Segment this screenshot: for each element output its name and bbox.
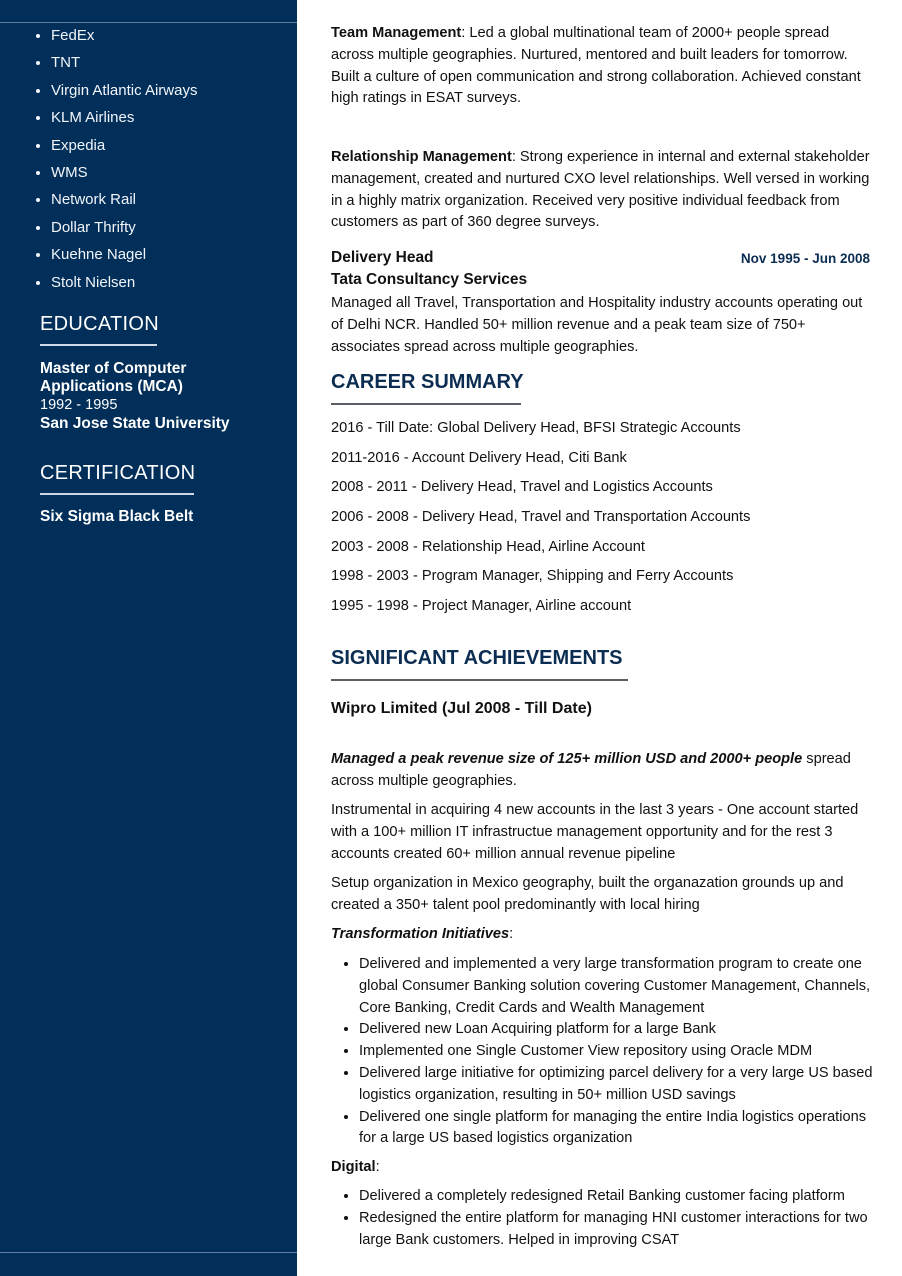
label: Digital xyxy=(331,1159,376,1175)
relationship-management-paragraph xyxy=(331,147,876,234)
list-item: • Delivered new Loan Acquiring platform for a large Bank xyxy=(359,1019,884,1041)
career-item: 2006 - 2008 - Delivery Head, Travel and Transportation Accounts xyxy=(331,509,751,526)
years: 1992 - 1995 xyxy=(40,397,118,413)
client-item: • Network Rail xyxy=(51,186,197,213)
client-item: • Kuehne Nagel xyxy=(51,241,197,268)
career-item: 2003 - 2008 - Relationship Head, Airline Account xyxy=(331,538,645,555)
career-item: 2008 - 2011 - Delivery Head, Travel and Logistics Accounts xyxy=(331,479,713,496)
job-dates: Nov 1995 - Jun 2008 xyxy=(740,251,870,266)
achievement-paragraph: Setup organization in Mexico geography, built the organazation grounds up and created a 350+ talent pool predominantly with local hiring xyxy=(331,875,844,913)
transformation-list xyxy=(341,954,884,1150)
education-entry xyxy=(40,360,280,433)
degree: Master of Computer Applications (MCA) xyxy=(40,360,187,395)
career-item: 2016 - Till Date: Global Delivery Head, BFSI Strategic Accounts xyxy=(331,420,741,436)
achievement-company: Wipro Limited (Jul 2008 - Till Date) xyxy=(331,700,592,717)
certification-heading: CERTIFICATION xyxy=(40,462,196,484)
divider xyxy=(331,403,521,405)
education-heading: EDUCATION xyxy=(40,313,159,335)
career-item: 2011-2016 - Account Delivery Head, Citi Bank xyxy=(331,449,627,466)
text: : Strong experience in internal and external stakeholder management, created and nurtured CXO level relationships. Well versed in working in a highly matrix organization. Received very positive individual feedback from customers as part of 360 degree surveys. xyxy=(331,149,870,231)
label: Relationship Management xyxy=(331,149,512,165)
colon: : xyxy=(375,1159,380,1175)
client-item: • WMS xyxy=(51,159,197,186)
divider xyxy=(331,679,628,681)
emphasis: Managed a peak revenue size of 125+ million USD and 2000+ people xyxy=(331,751,803,767)
client-item: • Dollar Thrifty xyxy=(51,214,197,241)
list-item: • Delivered a completely redesigned Retail Banking customer facing platform xyxy=(359,1186,884,1208)
career-item: 1995 - 1998 - Project Manager, Airline account xyxy=(331,598,632,615)
sidebar xyxy=(0,0,297,1276)
school: San Jose State University xyxy=(40,415,230,432)
client-list xyxy=(33,22,197,296)
client-item: • FedEx xyxy=(51,22,197,49)
text: : Led a global multinational team of 2000+ people spread across multiple geographies. Nurtured, mentored and built leaders for tomorrow. Built a culture of open communication and strong collaboration. Achieved constant high ratings in ESAT surveys. xyxy=(331,25,861,107)
digital-list xyxy=(341,1186,884,1251)
job-company: Tata Consultancy Services xyxy=(331,271,528,288)
job-description: Managed all Travel, Transportation and Hospitality industry accounts operating out of Delhi NCR. Handled 50+ million revenue and a peak team size of 750+ associates spread across multiple geographies. xyxy=(331,295,863,355)
divider xyxy=(40,493,194,495)
client-item: • TNT xyxy=(51,49,197,76)
achievement-paragraph xyxy=(331,749,876,793)
colon: : xyxy=(509,926,514,942)
list-item: • Delivered large initiative for optimizing parcel delivery for a very large US based logistics organization, resulting in 50+ million USD savings xyxy=(359,1063,884,1107)
label: Transformation Initiatives xyxy=(331,926,510,942)
list-item: • Implemented one Single Customer View repository using Oracle MDM xyxy=(359,1041,884,1063)
team-management-paragraph xyxy=(331,23,876,110)
list-item: • Redesigned the entire platform for managing HNI customer interactions for two large Bank customers. Helped in improving CSAT xyxy=(359,1208,884,1252)
list-item: • Delivered one single platform for managing the entire India logistics operations for a large US based logistics organization xyxy=(359,1107,884,1151)
digital-label xyxy=(331,1157,876,1179)
career-summary-heading: CAREER SUMMARY xyxy=(331,371,524,393)
career-item: 1998 - 2003 - Program Manager, Shipping and Ferry Accounts xyxy=(331,568,734,585)
client-item: • Expedia xyxy=(51,132,197,159)
client-item: • Virgin Atlantic Airways xyxy=(51,77,197,104)
certification-item: Six Sigma Black Belt xyxy=(40,508,194,525)
divider xyxy=(0,1252,297,1253)
achievements-heading: SIGNIFICANT ACHIEVEMENTS xyxy=(331,647,623,669)
job-title: Delivery Head xyxy=(331,249,434,266)
text: spread across multiple geographies. xyxy=(331,751,851,789)
career-list xyxy=(331,416,750,624)
achievement-paragraph: Instrumental in acquiring 4 new accounts in the last 3 years - One account started with a 100+ million IT infrastructue management opportunity and for the rest 3 accounts created 60+ million annual revenue pipeline xyxy=(331,802,859,862)
client-item: • Stolt Nielsen xyxy=(51,269,197,296)
divider xyxy=(40,344,157,346)
transformation-label xyxy=(331,924,876,946)
list-item: • Delivered and implemented a very large transformation program to create one global Consumer Banking solution covering Customer Management, Channels, Core Banking, Credit Cards and Wealth Management xyxy=(359,954,884,1019)
label: Team Management xyxy=(331,25,462,41)
client-item: • KLM Airlines xyxy=(51,104,197,131)
